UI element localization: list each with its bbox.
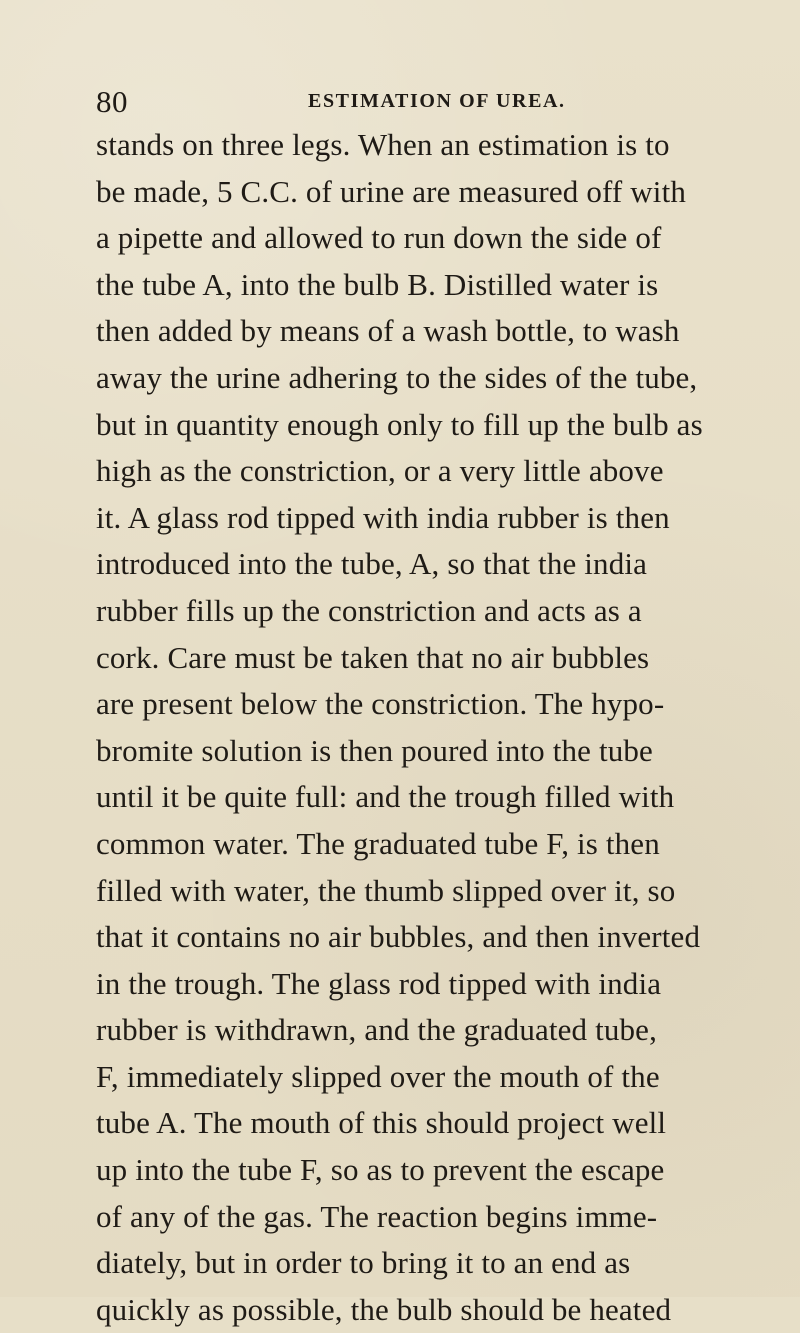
text-line-17: filled with water, the thumb slipped over it, so — [96, 872, 676, 908]
page-header — [96, 84, 736, 120]
text-line-21: F, immediately slipped over the mouth of the — [96, 1058, 660, 1094]
text-line-25: diately, but in order to bring it to an end as — [96, 1245, 631, 1281]
text-line-6: away the urine adhering to the sides of the tube, — [96, 359, 698, 395]
text-line-1: stands on three legs. When an estimation is to — [96, 127, 670, 162]
text-line-26: quickly as possible, the bulb should be heated — [96, 1291, 672, 1327]
text-line-12: cork. Care must be taken that no air bubbles — [96, 639, 650, 675]
text-line-19: in the trough. The glass rod tipped with india — [96, 965, 662, 1001]
text-line-13: are present below the constriction. The hypo- — [96, 686, 665, 722]
text-line-16: common water. The graduated tube F, is then — [96, 825, 660, 861]
text-line-10: introduced into the tube, A, so that the india — [96, 546, 648, 582]
text-line-22: tube A. The mouth of this should project well — [96, 1105, 667, 1141]
text-line-24: of any of the gas. The reaction begins imme- — [96, 1198, 658, 1234]
text-line-4: the tube A, into the bulb B. Distilled water is — [96, 266, 659, 302]
text-line-11: rubber fills up the constriction and acts as a — [96, 592, 642, 628]
text-line-23: up into the tube F, so as to prevent the escape — [96, 1152, 665, 1188]
text-line-15: until it be quite full: and the trough filled with — [96, 779, 675, 815]
page-number: 80 — [96, 84, 128, 119]
text-line-7: but in quantity enough only to fill up the bulb as — [96, 406, 703, 442]
text-line-9: it. A glass rod tipped with india rubber is then — [96, 499, 670, 535]
text-line-5: then added by means of a wash bottle, to wash — [96, 313, 680, 349]
running-head: ESTIMATION OF UREA. — [308, 90, 566, 112]
text-line-14: bromite solution is then poured into the tube — [96, 732, 653, 768]
text-line-3: a pipette and allowed to run down the side of — [96, 220, 662, 256]
body-text — [96, 122, 776, 1327]
text-line-2: be made, 5 C.C. of urine are measured off with — [96, 173, 686, 209]
text-line-8: high as the constriction, or a very little above — [96, 453, 664, 489]
text-line-18: that it contains no air bubbles, and then inverted — [96, 919, 701, 955]
text-line-20: rubber is withdrawn, and the graduated tube, — [96, 1012, 657, 1048]
